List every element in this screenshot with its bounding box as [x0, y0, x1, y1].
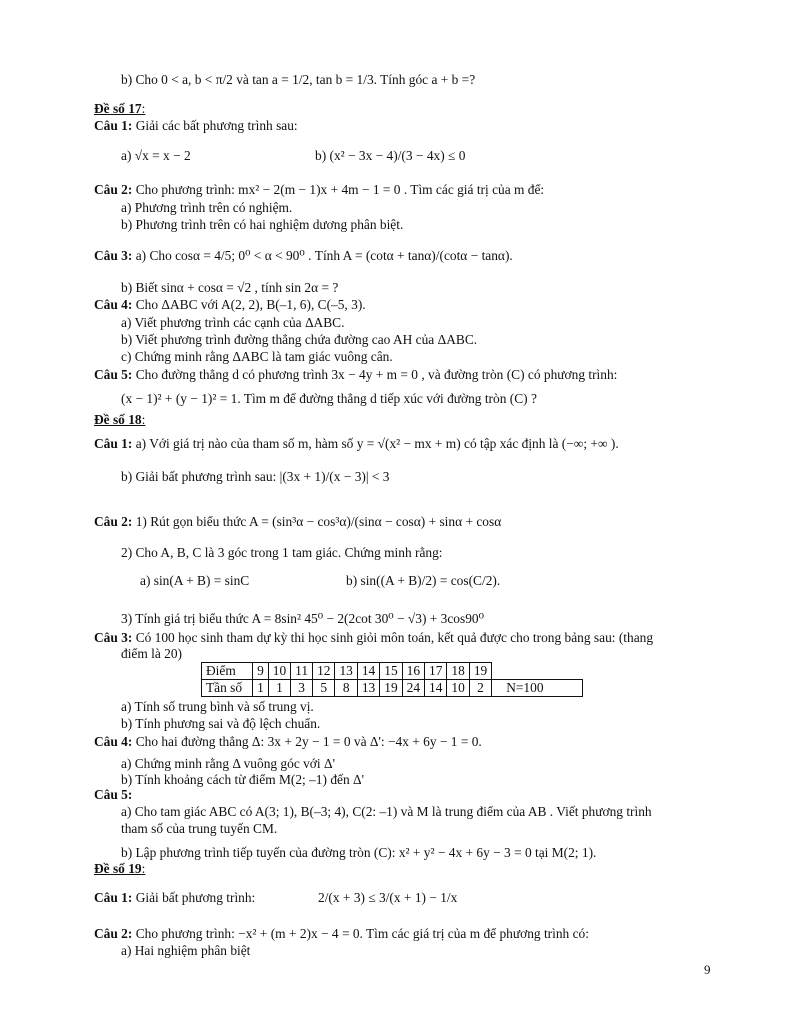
table-cell: 10	[447, 680, 469, 697]
q4-17-a: a) Viết phương trình các cạnh của ΔABC.	[121, 315, 345, 330]
q3-18-b: b) Tính phương sai và độ lệch chuẩn.	[121, 716, 321, 731]
heading-de-18: Đề số 18:	[94, 412, 146, 427]
q4-18: Câu 4: Cho hai đường thẳng Δ: 3x + 2y − 1 = 0 và Δ': −4x + 6y − 1 = 0.	[94, 734, 482, 749]
table-cell: 19	[380, 680, 402, 697]
q5-18-b: b) Lập phương trình tiếp tuyến của đường tròn (C): x² + y² − 4x + 6y − 3 = 0 tại M(2; 1).	[121, 845, 597, 860]
table-cell: 18	[447, 663, 469, 680]
q4-17: Câu 4: Cho ΔABC với A(2, 2), B(–1, 6), C(–5, 3).	[94, 297, 366, 312]
q2-18-2a: a) sin(A + B) = sinC	[140, 573, 250, 588]
table-cell: 24	[402, 680, 424, 697]
q2-17-b: b) Phương trình trên có hai nghiệm dương phân biệt.	[121, 217, 404, 232]
q3-17: Câu 3: a) Cho cosα = 4/5; 0⁰ < α < 90⁰ . Tính A = (cotα + tanα)/(cotα − tanα).	[94, 248, 513, 263]
q1-17-b: b) (x² − 3x − 4)/(3 − 4x) ≤ 0	[315, 148, 466, 163]
q5-18-a: a) Cho tam giác ABC có A(3; 1), B(–3; 4), C(2: –1) và M là trung điểm của AB . Viết phương trình	[121, 804, 652, 819]
table-cell: 19	[469, 663, 491, 680]
table-cell: 15	[380, 663, 402, 680]
q5-18-a2: tham số của trung tuyến CM.	[121, 821, 278, 836]
line-b-tan: b) Cho 0 < a, b < π/2 và tan a = 1/2, tan b = 1/3. Tính góc a + b =?	[121, 72, 476, 87]
table-row-scores	[202, 663, 583, 680]
q2-17-a: a) Phương trình trên có nghiệm.	[121, 200, 293, 215]
table-cell: 13	[335, 663, 357, 680]
table-header-freq: Tần số	[202, 680, 253, 697]
q4-18-b: b) Tính khoảng cách từ điểm M(2; –1) đến Δ'	[121, 772, 365, 787]
table-cell: 5	[313, 680, 335, 697]
q4-17-b: b) Viết phương trình đường thẳng chứa đường cao AH của ΔABC.	[121, 332, 478, 347]
heading-de-19: Đề số 19:	[94, 861, 146, 876]
q2-18: Câu 2: 1) Rút gọn biểu thức A = (sin³α − cos³α)/(sinα − cosα) + sinα + cosα	[94, 514, 502, 529]
q5-18-title: Câu 5:	[94, 787, 133, 802]
table-row-freqs	[202, 680, 583, 697]
table-cell: 1	[253, 680, 269, 697]
table-cell: 9	[253, 663, 269, 680]
q1-18-b: b) Giải bất phương trình sau: |(3x + 1)/(x − 3)| < 3	[121, 469, 390, 484]
table-cell: 14	[425, 680, 447, 697]
q1-17-a: a) √x = x − 2	[121, 148, 191, 163]
table-cell: 1	[268, 680, 290, 697]
q1-18: Câu 1: a) Với giá trị nào của tham số m, hàm số y = √(x² − mx + m) có tập xác định là (−∞; +∞ ).	[94, 436, 619, 451]
table-cell: 10	[268, 663, 290, 680]
table-cell: 17	[425, 663, 447, 680]
q5-17-text2: (x − 1)² + (y − 1)² = 1. Tìm m để đường thẳng d tiếp xúc với đường tròn (C) ?	[121, 391, 537, 406]
table-total: N=100	[492, 680, 582, 697]
q2-19: Câu 2: Cho phương trình: −x² + (m + 2)x − 4 = 0. Tìm các giá trị của m để phương trình có:	[94, 926, 589, 941]
table-cell: 2	[469, 680, 491, 697]
table-cell: 13	[357, 680, 379, 697]
q2-18-2b: b) sin((A + B)/2) = cos(C/2).	[346, 573, 501, 588]
table-cell: 11	[291, 663, 313, 680]
frequency-table	[201, 662, 583, 697]
q4-17-c: c) Chứng minh rằng ΔABC là tam giác vuông cân.	[121, 349, 393, 364]
q5-17: Câu 5: Cho đường thẳng d có phương trình 3x − 4y + m = 0 , và đường tròn (C) có phương trình:	[94, 367, 618, 382]
q2-18-2: 2) Cho A, B, C là 3 góc trong 1 tam giác. Chứng minh rằng:	[121, 545, 443, 560]
q1-19: Câu 1: Giải bất phương trình:	[94, 890, 256, 905]
q3-18: Câu 3: Có 100 học sinh tham dự kỳ thi học sinh giỏi môn toán, kết quả được cho trong bảng sau: (thang	[94, 630, 654, 645]
q3-18-a: a) Tính số trung bình và số trung vị.	[121, 699, 314, 714]
table-cell: 16	[402, 663, 424, 680]
table-cell: 12	[313, 663, 335, 680]
table-cell: 3	[291, 680, 313, 697]
q3-17-b: b) Biết sinα + cosα = √2 , tính sin 2α = ?	[121, 280, 339, 295]
table-header-score: Điểm	[202, 663, 253, 680]
q2-17: Câu 2: Cho phương trình: mx² − 2(m − 1)x + 4m − 1 = 0 . Tìm các giá trị của m để:	[94, 182, 545, 197]
q2-18-3: 3) Tính giá trị biểu thức A = 8sin² 45⁰ − 2(2cot 30⁰ − √3) + 3cos90⁰	[121, 611, 484, 626]
q1-19-expr: 2/(x + 3) ≤ 3/(x + 1) − 1/x	[318, 890, 458, 905]
q1-17: Câu 1: Giải các bất phương trình sau:	[94, 118, 298, 133]
heading-de-17: Đề số 17:	[94, 101, 146, 116]
q4-18-a: a) Chứng minh rằng Δ vuông góc với Δ'	[121, 756, 335, 771]
q2-19-a: a) Hai nghiệm phân biệt	[121, 943, 251, 958]
table-cell: 14	[357, 663, 379, 680]
q3-18-text2: điểm là 20)	[121, 646, 182, 661]
page-number: 9	[704, 962, 711, 977]
table-cell: 8	[335, 680, 357, 697]
